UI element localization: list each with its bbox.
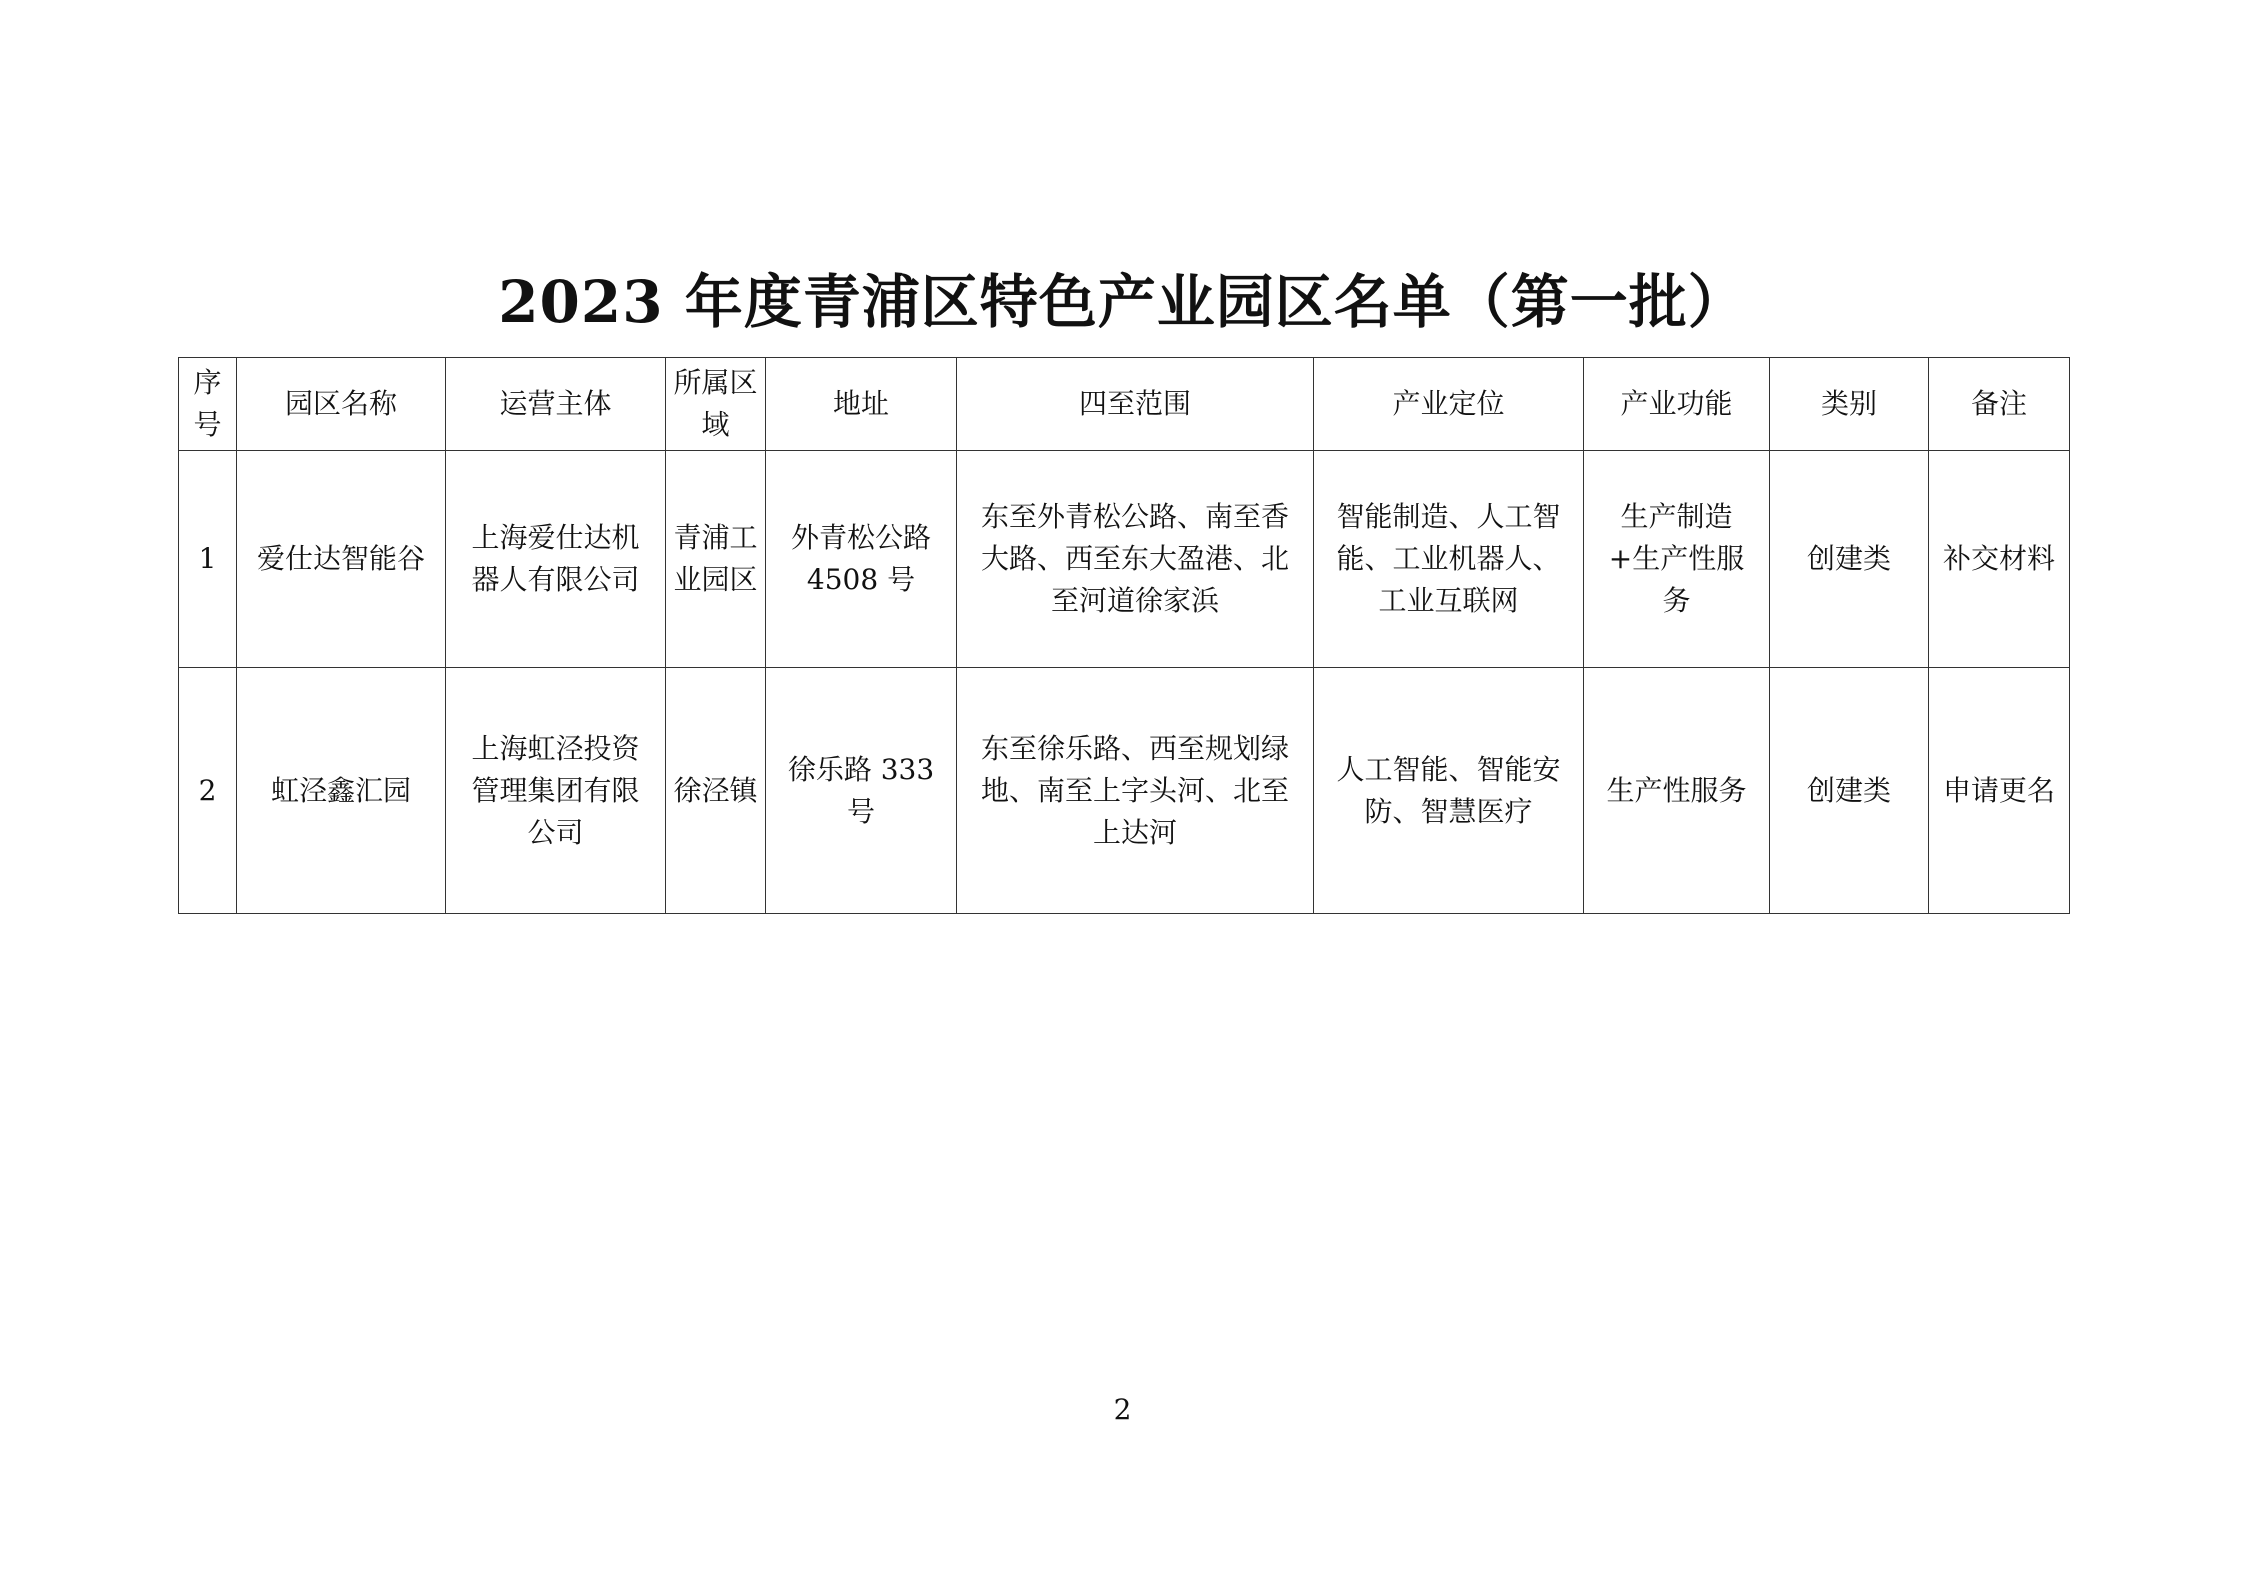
header-boundary: 四至范围	[957, 358, 1314, 451]
cell-operator: 上海虹泾投资管理集团有限公司	[446, 668, 666, 914]
table-row	[179, 451, 2070, 668]
page-number: 2	[1113, 1393, 1132, 1426]
table-header-row	[179, 358, 2070, 451]
cell-positioning: 人工智能、智能安防、智慧医疗	[1314, 668, 1584, 914]
header-park-name: 园区名称	[237, 358, 446, 451]
cell-positioning: 智能制造、人工智能、工业机器人、工业互联网	[1314, 451, 1584, 668]
cell-boundary: 东至徐乐路、西至规划绿地、南至上字头河、北至上达河	[957, 668, 1314, 914]
cell-park-name: 爱仕达智能谷	[237, 451, 446, 668]
park-list-table	[178, 357, 2070, 914]
cell-remark: 补交材料	[1929, 451, 2070, 668]
header-operator: 运营主体	[446, 358, 666, 451]
cell-boundary: 东至外青松公路、南至香大路、西至东大盈港、北至河道徐家浜	[957, 451, 1314, 668]
cell-function: 生产性服务	[1584, 668, 1770, 914]
cell-region: 青浦工业园区	[666, 451, 766, 668]
cell-region: 徐泾镇	[666, 668, 766, 914]
cell-operator: 上海爱仕达机器人有限公司	[446, 451, 666, 668]
cell-address: 徐乐路 333 号	[766, 668, 957, 914]
cell-category: 创建类	[1770, 451, 1929, 668]
table-row	[179, 668, 2070, 914]
cell-remark: 申请更名	[1929, 668, 2070, 914]
cell-index: 1	[179, 451, 237, 668]
header-positioning: 产业定位	[1314, 358, 1584, 451]
header-address: 地址	[766, 358, 957, 451]
header-remark: 备注	[1929, 358, 2070, 451]
header-function: 产业功能	[1584, 358, 1770, 451]
document-title: 2023 年度青浦区特色产业园区名单（第一批）	[498, 268, 1747, 336]
cell-park-name: 虹泾鑫汇园	[237, 668, 446, 914]
cell-category: 创建类	[1770, 668, 1929, 914]
cell-index: 2	[179, 668, 237, 914]
header-category: 类别	[1770, 358, 1929, 451]
header-index: 序号	[179, 358, 237, 451]
header-region: 所属区域	[666, 358, 766, 451]
cell-address: 外青松公路 4508 号	[766, 451, 957, 668]
cell-function: 生产制造+生产性服务	[1584, 451, 1770, 668]
